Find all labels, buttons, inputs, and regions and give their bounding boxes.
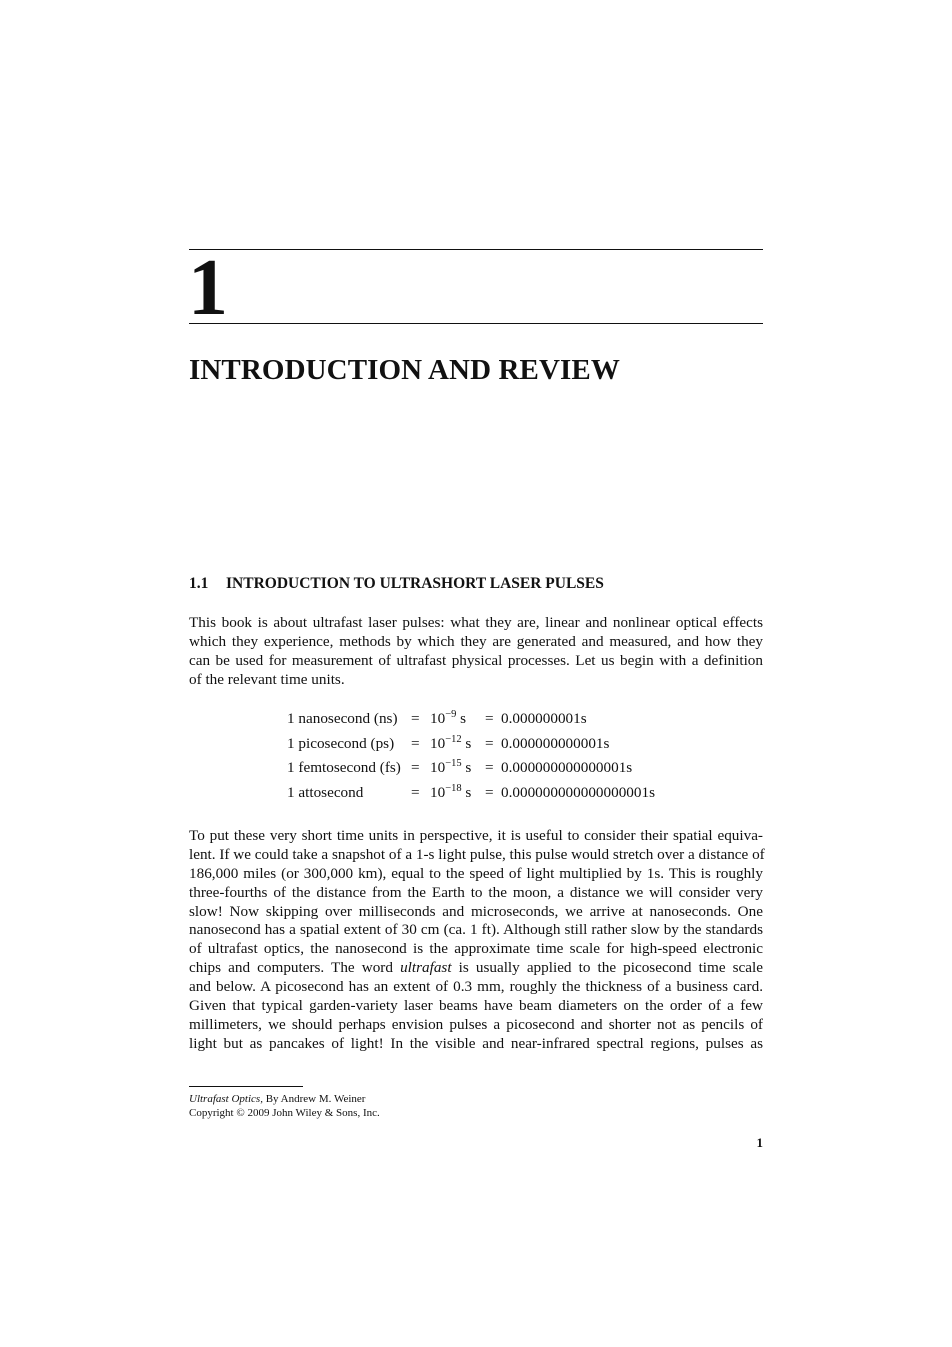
power-exponent: −15: [445, 758, 462, 769]
paragraph-line: [189, 959, 763, 978]
section-number: 1.1: [189, 575, 209, 592]
power-of-ten: [430, 759, 471, 777]
power-base: 10: [430, 710, 446, 727]
paragraph-line: Given that typical garden-variety laser beams have beam diameters on the order of a few: [189, 997, 763, 1015]
decimal-value: 0.000000000000001s: [501, 759, 633, 776]
emphasized-word: ultrafast: [400, 959, 452, 977]
line-text: chips and computers. The word: [189, 959, 393, 977]
power-unit: s: [465, 734, 472, 752]
unit-name: 1 femtosecond (fs): [287, 759, 401, 776]
page-number: 1: [756, 1135, 763, 1150]
footnote-citation: [189, 1092, 380, 1106]
line-text: is usually applied to the picosecond time scale: [458, 959, 764, 977]
power-of-ten: [430, 784, 471, 802]
equals-sign: =: [411, 783, 420, 801]
power-base: 10: [430, 759, 446, 776]
paragraph-line: light but as pancakes of light! In the visible and near-infrared spectral regions, pulses as: [189, 1034, 763, 1052]
paragraph-line: slow! Now skipping over milliseconds and microseconds, we arrive at nanoseconds. One: [189, 902, 763, 920]
decimal-value: 0.000000000000000001s: [501, 783, 655, 801]
paragraph-line: which they experience, methods by which they are generated and measured, and how they: [189, 632, 763, 650]
decimal-value: 0.000000000001s: [501, 734, 610, 752]
chapter-top-rule: [189, 249, 763, 250]
power-exponent: −9: [445, 709, 457, 720]
power-of-ten: [430, 735, 471, 753]
paragraph-line: millimeters, we should perhaps envision pulses a picosecond and shorter not as pencils of: [189, 1015, 763, 1033]
power-unit: s: [460, 710, 467, 727]
section-title: INTRODUCTION TO ULTRASHORT LASER PULSES: [226, 575, 604, 592]
power-of-ten: [430, 710, 466, 728]
paragraph-line: of the relevant time units.: [189, 670, 345, 688]
unit-name: 1 picosecond (ps): [287, 734, 395, 752]
decimal-value: 0.000000001s: [501, 710, 587, 727]
paragraph-line: and below. A picosecond has an extent of 0.3 mm, roughly the thickness of a business card.: [189, 978, 763, 996]
equals-sign: =: [411, 710, 420, 727]
intro-paragraph: [189, 614, 763, 690]
paragraph-line: can be used for measurement of ultrafast physical processes. Let us begin with a definition: [189, 651, 763, 669]
paragraph-line: three-fourths of the distance from the Earth to the moon, a distance we will consider very: [189, 883, 763, 901]
power-exponent: −12: [445, 733, 462, 745]
paragraph-line: nanosecond has a spatial extent of 30 cm (ca. 1 ft). Although still rather slow by the standards: [189, 921, 763, 939]
section-heading: [189, 574, 604, 594]
power-unit: s: [465, 783, 472, 801]
book-title: Ultrafast Optics,: [189, 1093, 263, 1105]
equals-sign: =: [485, 710, 494, 727]
equals-sign: =: [411, 759, 420, 776]
perspective-paragraph: [189, 827, 763, 1054]
equals-sign: =: [485, 783, 494, 801]
paragraph-line: 186,000 miles (or 300,000 km), equal to the speed of light multiplied by 1s. This is roughly: [189, 864, 763, 882]
power-base: 10: [430, 783, 446, 801]
paragraph-line: lent. If we could take a snapshot of a 1-s light pulse, this pulse would stretch over a distance of: [189, 845, 765, 863]
book-author: By Andrew M. Weiner: [265, 1093, 366, 1105]
unit-name: 1 nanosecond (ns): [287, 710, 398, 727]
equals-sign: =: [411, 734, 420, 752]
paragraph-line: To put these very short time units in perspective, it is useful to consider their spatial equiva-: [189, 827, 763, 844]
power-unit: s: [465, 759, 472, 776]
power-base: 10: [430, 734, 446, 752]
footnote-rule: [189, 1086, 303, 1087]
power-exponent: −18: [445, 782, 462, 794]
equals-sign: =: [485, 734, 494, 752]
paragraph-line: This book is about ultrafast laser pulses: what they are, linear and nonlinear optical effects: [189, 614, 763, 631]
paragraph-line: of ultrafast optics, the nanosecond is the approximate time scale for high-speed electronic: [189, 940, 763, 958]
chapter-bottom-rule: [189, 323, 763, 324]
equals-sign: =: [485, 759, 494, 776]
footnote: [189, 1092, 380, 1120]
copyright-notice: Copyright © 2009 John Wiley & Sons, Inc.: [189, 1107, 380, 1119]
unit-name: 1 attosecond: [287, 783, 364, 801]
chapter-number: 1: [188, 244, 228, 332]
chapter-title: INTRODUCTION AND REVIEW: [189, 354, 620, 386]
